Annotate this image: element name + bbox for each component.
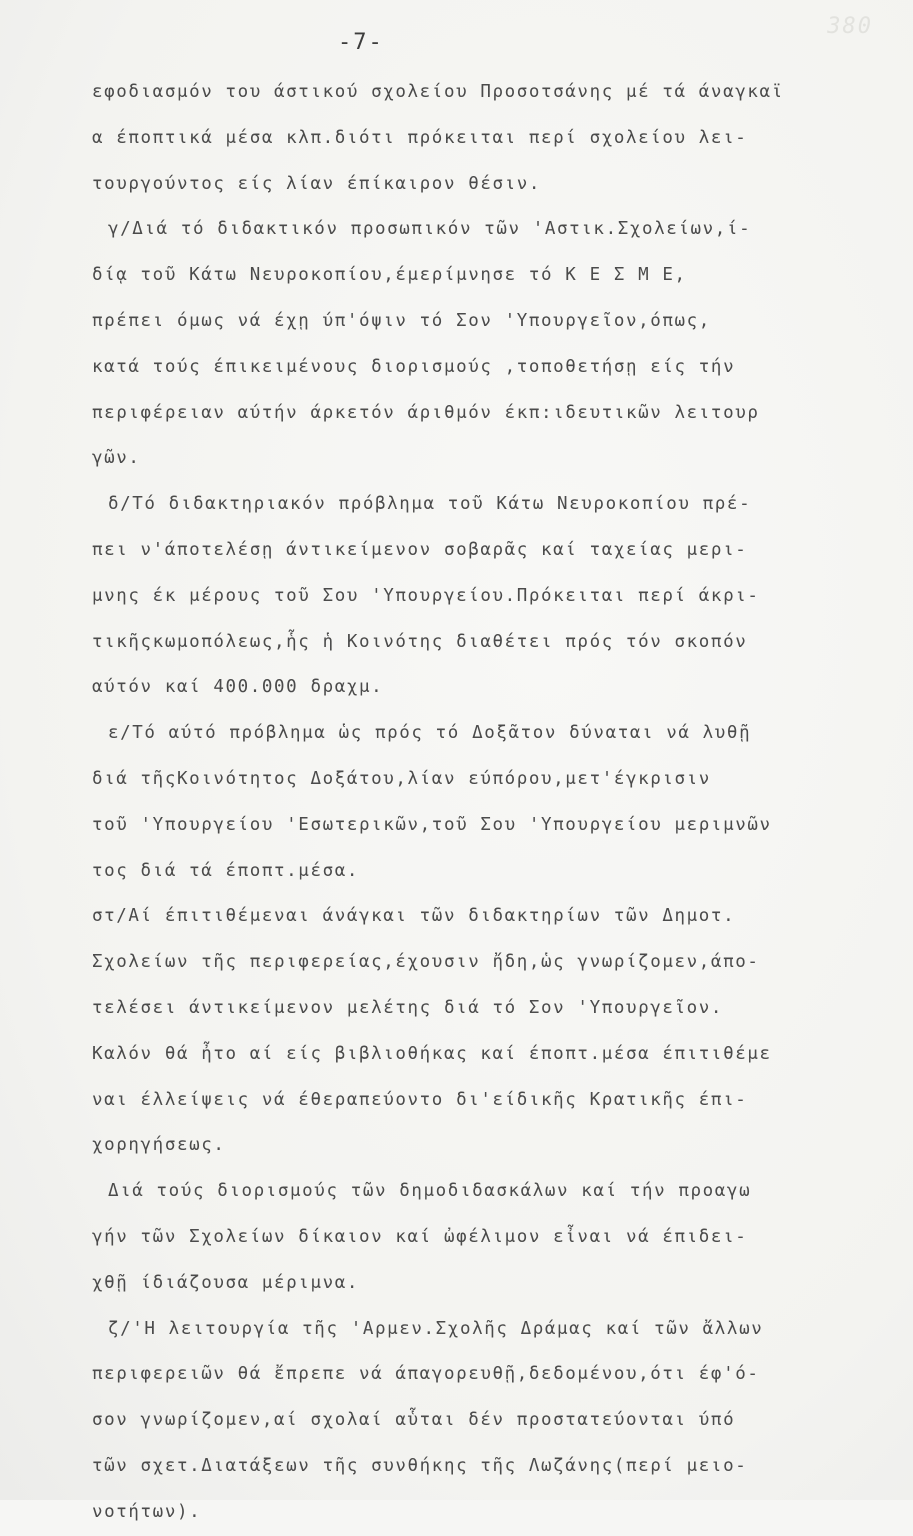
text-line: περιφερειῶν θά ἔπρεπε νά άπαγορευθῇ,δεδομένου,ότι έφ'ό- <box>92 1364 760 1385</box>
text-line: εφοδιασμόν του άστικού σχολείου Προσοτσάνης μέ τά άναγκαϊ <box>92 82 784 102</box>
text-line: τος διά τά έποπτ.μέσα. <box>92 860 359 881</box>
text-line: διά τῆςΚοινότητος Δοξάτου,λίαν εύπόρου,μετ'έγκρισιν <box>92 768 711 789</box>
text-line: αύτόν καί 400.000 δραχμ. <box>92 677 384 698</box>
text-line: Καλόν θά ἦτο αί είς βιβλιοθήκας καί έποπτ.μέσα έπιτιθέμε <box>92 1043 772 1064</box>
text-line: χορηγήσεως. <box>92 1135 226 1156</box>
text-line: μνης έκ μέρους τοῦ Σου 'Υπουργείου.Πρόκειται περί άκρι- <box>92 585 760 606</box>
text-line: Διά τούς διορισμούς τῶν δημοδιδασκάλων καί τήν προαγω <box>108 1181 752 1202</box>
text-line: Σχολείων τῆς περιφερείας,έχουσιν ἤδη,ὡς γνωρίζομεν,άπο- <box>92 952 760 973</box>
text-line: πρέπει όμως νά έχῃ ύπ'όψιν τό Σον 'Υπουργεῖον,όπως, <box>92 310 711 331</box>
text-line: νοτήτων). <box>92 1501 202 1522</box>
text-line: τικῆςκωμοπόλεως,ἧς ἡ Κοινότης διαθέτει πρός τόν σκοπόν <box>92 631 748 652</box>
text-line: τοῦ 'Υπουργείου 'Εσωτερικῶν,τοῦ Σου 'Υπουργείου μεριμνῶν <box>92 814 772 835</box>
text-line: σον γνωρίζομεν,αί σχολαί αὗται δέν προστατεύονται ύπό <box>92 1410 736 1431</box>
text-line: περιφέρειαν αύτήν άρκετόν άριθμόν έκπ:ιδευτικῶν λειτουρ <box>92 402 760 423</box>
page-number: -7- <box>338 30 384 55</box>
text-line: τῶν σχετ.Διατάξεων τῆς συνθήκης τῆς Λωζάνης(περί μειο- <box>92 1455 748 1476</box>
text-line: ναι έλλείψεις νά έθεραπεύοντο δι'είδικῆς Κρατικῆς έπι- <box>92 1089 748 1110</box>
text-line: δίᾳ τοῦ Κάτω Νευροκοπίου,έμερίμνησε τό Κ Ε Σ Μ Ε, <box>92 265 687 286</box>
text-line: πει ν'άποτελέσῃ άντικείμενον σοβαρᾶς καί ταχείας μερι- <box>92 539 748 560</box>
text-line: τουργούντος είς λίαν έπίκαιρον θέσιν. <box>92 173 542 194</box>
typewritten-text-body <box>92 70 872 1536</box>
text-line: α έποπτικά μέσα κλπ.διότι πρόκειται περί σχολείου λει- <box>92 127 748 148</box>
archive-stamp: 380 <box>827 14 873 39</box>
text-line: ε/Τό αύτό πρόβλημα ὡς πρός τό Δοξᾶτον δύναται νά λυθῇ <box>108 723 752 744</box>
text-line: κατά τούς έπικειμένους διορισμούς ,τοποθετήσῃ είς τήν <box>92 356 736 377</box>
text-line: στ/Αί έπιτιθέμεναι άνάγκαι τῶν διδακτηρίων τῶν Δημοτ. <box>92 906 736 927</box>
text-line: γ/Διά τό διδακτικόν προσωπικόν τῶν 'Αστικ.Σχολείων,ί- <box>108 219 752 240</box>
text-line: γήν τῶν Σχολείων δίκαιον καί ὠφέλιμον εἶναι νά έπιδει- <box>92 1226 748 1247</box>
text-line: ζ/'Η λειτουργία τῆς 'Αρμεν.Σχολῆς Δράμας καί τῶν ἄλλων <box>108 1318 764 1339</box>
text-line: χθῇ ίδιάζουσα μέριμνα. <box>92 1272 359 1293</box>
text-line: δ/Τό διδακτηριακόν πρόβλημα τοῦ Κάτω Νευροκοπίου πρέ- <box>108 494 752 515</box>
text-line: γῶν. <box>92 448 141 469</box>
text-line: τελέσει άντικείμενον μελέτης διά τό Σον 'Υπουργεῖον. <box>92 997 724 1018</box>
